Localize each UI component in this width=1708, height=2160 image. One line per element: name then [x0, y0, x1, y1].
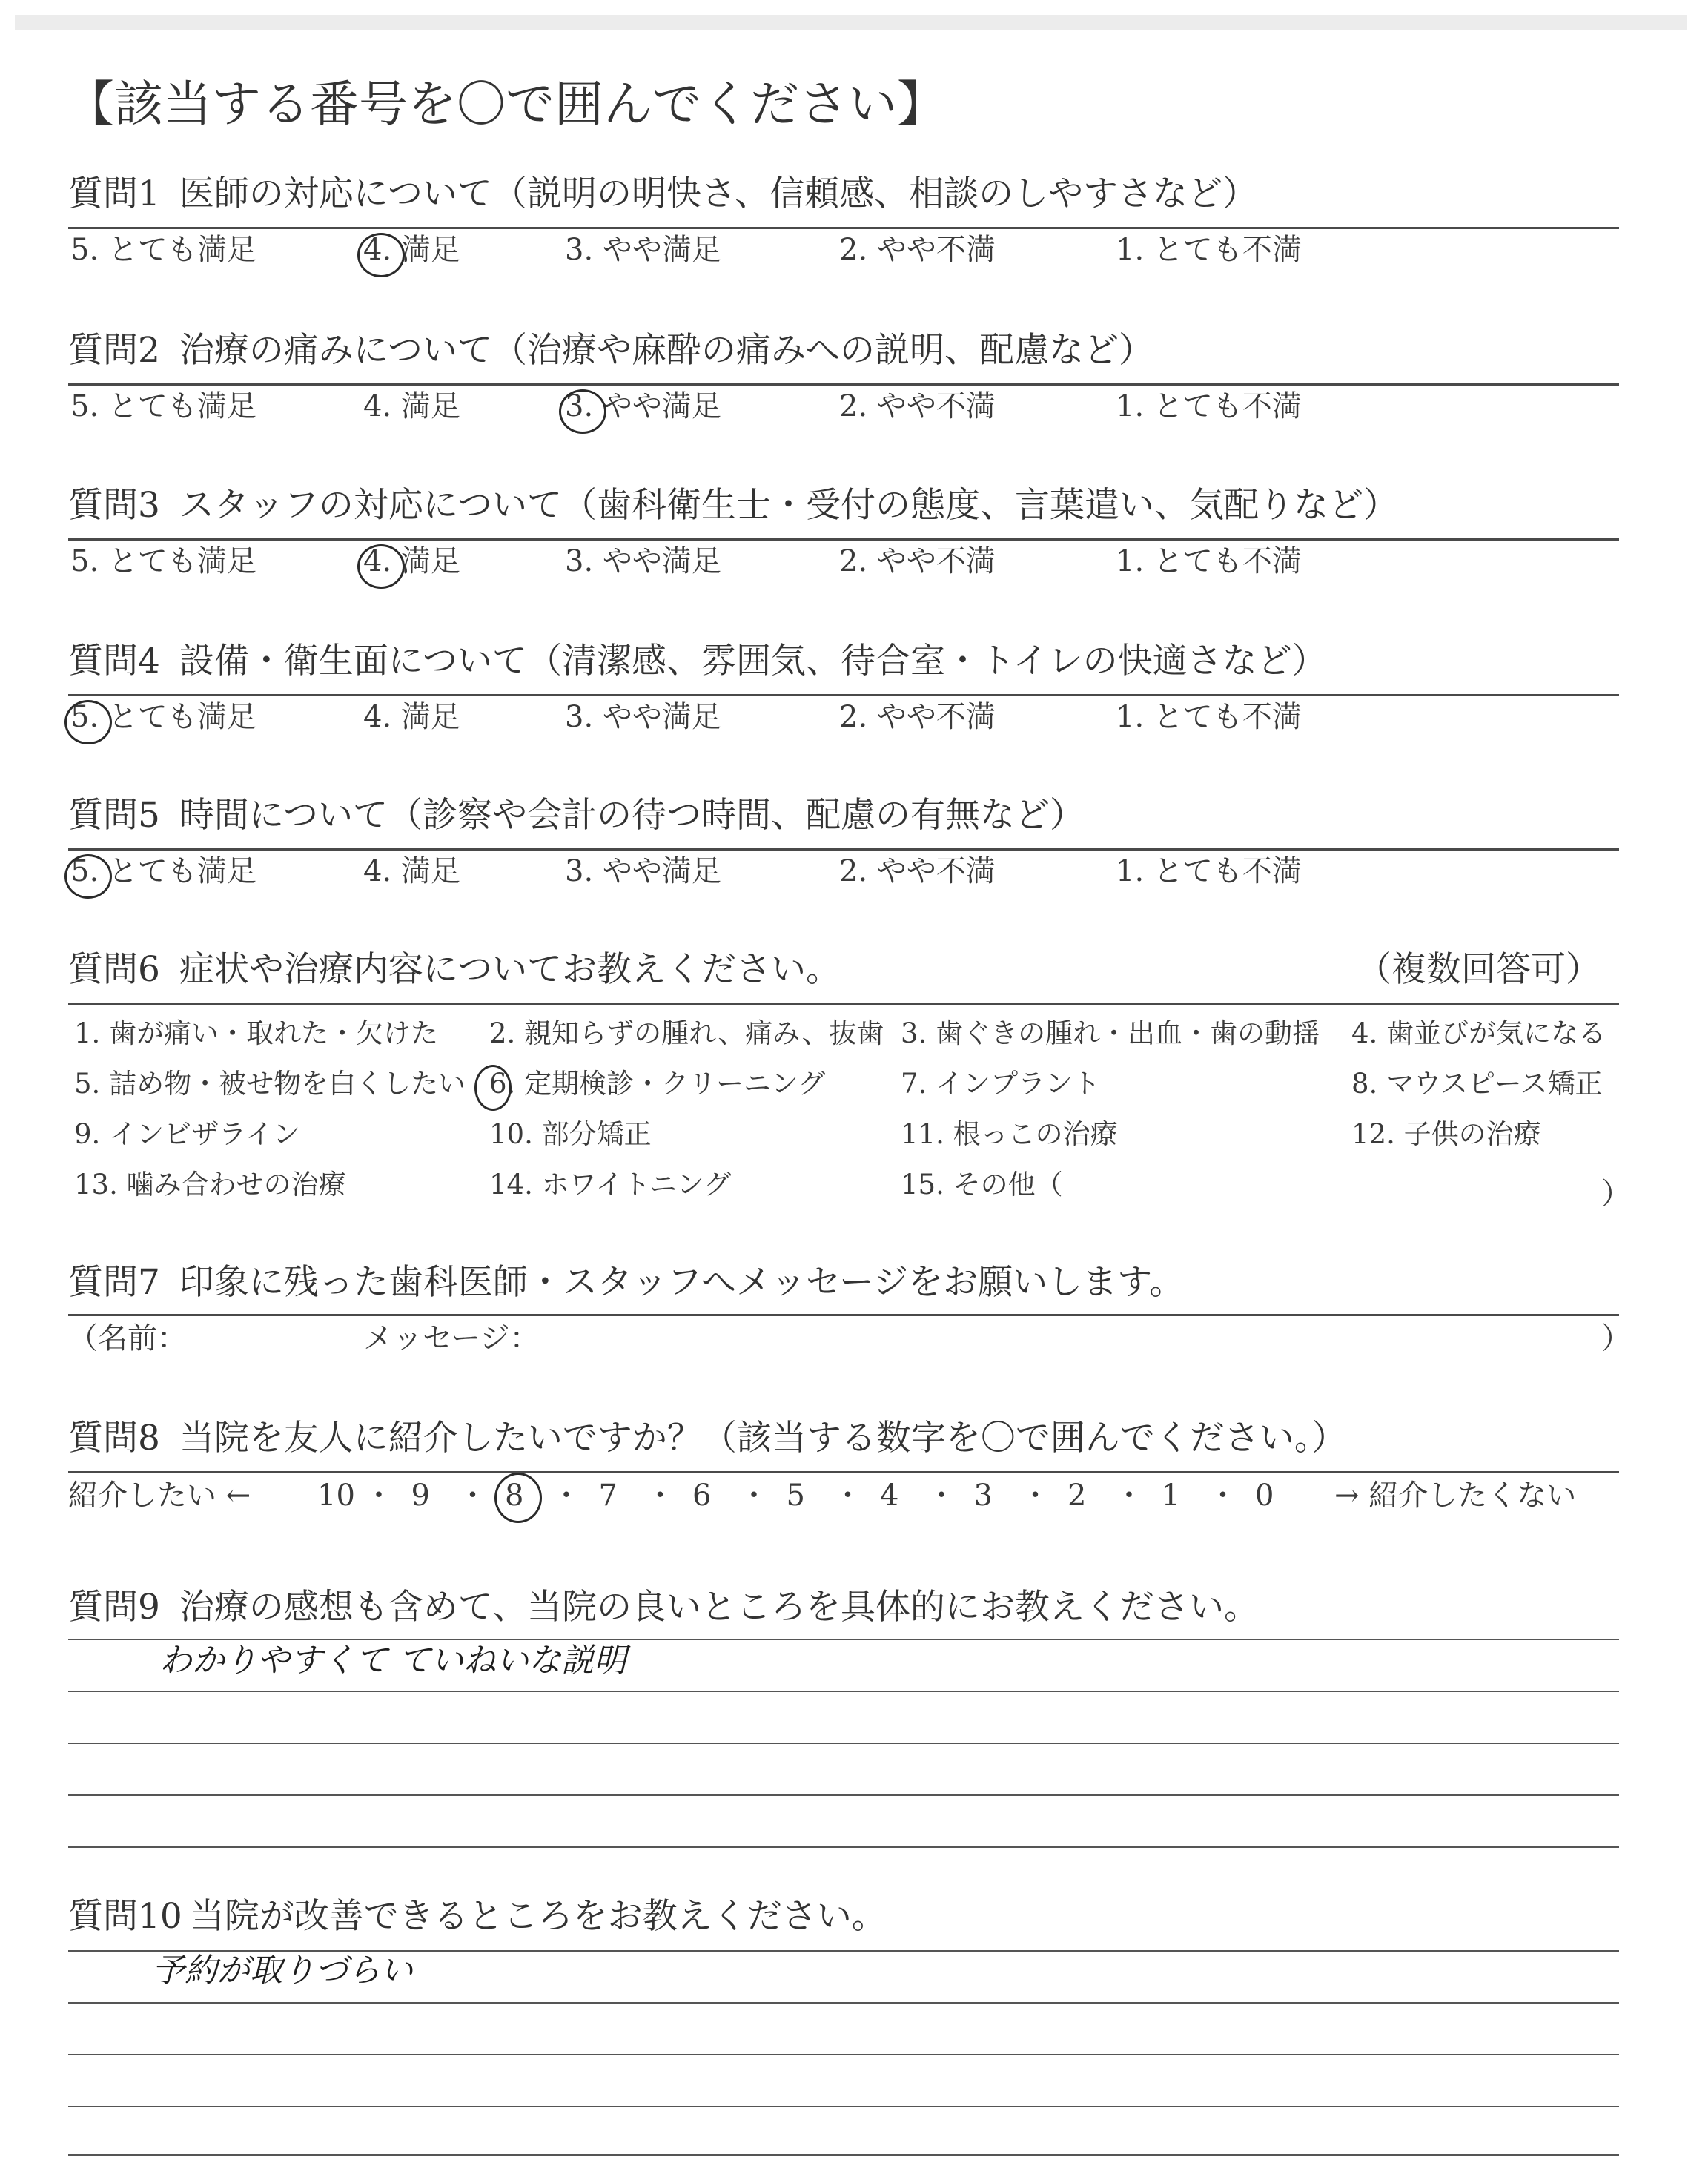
q4-number: 質問4: [68, 641, 160, 681]
q7-heading: [68, 1261, 1184, 1305]
q1-option-1: 1. とても不満: [1116, 233, 1302, 267]
q2-option-5: 5. とても満足: [70, 389, 256, 423]
q10-line-3: [68, 2054, 1619, 2055]
q6-rule: [68, 1003, 1619, 1005]
q6-option-3: 3. 歯ぐきの腫れ・出血・歯の動揺: [901, 1017, 1320, 1049]
q1-option-4: 4. 満足: [363, 233, 460, 267]
q6-option-9: 9. インビザライン: [74, 1118, 300, 1150]
q10-number: 質問10: [68, 1896, 182, 1937]
q8-separator: ・: [1114, 1479, 1144, 1513]
q10-handwritten-answer: 予約が取りづらい: [152, 1952, 413, 1989]
q8-scale-6: 6: [692, 1479, 712, 1513]
q6-selection-circle: [474, 1065, 512, 1111]
q6-option-12: 12. 子供の治療: [1351, 1118, 1541, 1150]
q6-option-5: 5. 詰め物・被せ物を白くしたい: [74, 1068, 466, 1100]
q8-separator: ・: [645, 1479, 675, 1513]
q6-option-2: 2. 親知らずの腫れ、痛み、抜歯: [489, 1017, 884, 1049]
q10-text: 当院が改善できるところをお教えください。: [189, 1896, 887, 1937]
q2-number: 質問2: [68, 330, 160, 371]
q6-option-8: 8. マウスピース矯正: [1351, 1068, 1603, 1100]
q4-text: 設備・衛生面について（清潔感、雰囲気、待合室・トイレの快適さなど）: [179, 641, 1327, 681]
q5-selection-circle: [64, 854, 112, 899]
q8-separator: ・: [1208, 1479, 1238, 1513]
q8-separator: ・: [1020, 1479, 1050, 1513]
q3-rule: [68, 538, 1619, 541]
q8-separator: ・: [552, 1479, 581, 1513]
q4-option-3: 3. やや満足: [565, 700, 721, 734]
q2-option-3: 3. やや満足: [565, 389, 721, 423]
q9-text: 治療の感想も含めて、当院の良いところを具体的にお教えください。: [179, 1587, 1259, 1628]
q3-option-4: 4. 満足: [363, 544, 460, 578]
q6-heading: [68, 948, 841, 992]
q2-option-4: 4. 満足: [363, 389, 460, 423]
q7-message-label: メッセージ：: [363, 1321, 540, 1355]
q3-text: スタッフの対応について（歯科衛生士・受付の態度、言葉遣い、気配りなど）: [179, 485, 1398, 526]
q9-handwritten-answer: わかりやすくて ていねいな説明: [159, 1642, 626, 1680]
q6-option-7: 7. インプラント: [901, 1068, 1101, 1100]
q8-scale-3: 3: [973, 1479, 993, 1513]
q3-selection-circle: [357, 544, 405, 589]
q7-name-label: （名前：: [68, 1321, 187, 1355]
q10-line-5: [68, 2154, 1619, 2156]
q8-scale-8: 8: [505, 1479, 524, 1513]
q10-line-4: [68, 2106, 1619, 2107]
q1-heading: [68, 172, 1257, 217]
q4-option-4: 4. 満足: [363, 700, 460, 734]
q3-heading: [68, 483, 1398, 528]
q8-separator: ・: [927, 1479, 956, 1513]
q1-rule: [68, 227, 1619, 229]
q1-text: 医師の対応について（説明の明快さ、信頼感、相談のしやすさなど）: [179, 174, 1258, 214]
q8-separator: ・: [364, 1479, 394, 1513]
q9-number: 質問9: [68, 1587, 160, 1628]
q9-line-4: [68, 1794, 1619, 1796]
q5-option-2: 2. やや不満: [839, 854, 996, 888]
q5-rule: [68, 848, 1619, 851]
q1-option-3: 3. やや満足: [565, 233, 721, 267]
q2-heading: [68, 328, 1153, 373]
q5-heading: [68, 793, 1085, 838]
q3-number: 質問3: [68, 485, 160, 526]
q5-option-1: 1. とても不満: [1116, 854, 1302, 888]
q4-selection-circle: [64, 700, 112, 744]
q4-rule: [68, 694, 1619, 696]
scan-top-edge: [15, 15, 1687, 30]
q2-option-2: 2. やや不満: [839, 389, 996, 423]
q6-option-6: 6. 定期検診・クリーニング: [489, 1068, 826, 1100]
q7-close-paren: ）: [1601, 1321, 1631, 1355]
q8-selection-circle: [494, 1473, 542, 1523]
q4-option-5: 5. とても満足: [70, 700, 256, 734]
q8-right-label: → 紹介したくない: [1334, 1479, 1577, 1513]
q5-option-4: 4. 満足: [363, 854, 460, 888]
q6-option-14: 14. ホワイトニング: [489, 1169, 732, 1200]
q6-number: 質問6: [68, 949, 160, 990]
q6-option-15: 15. その他（: [901, 1169, 1063, 1200]
q5-text: 時間について（診察や会計の待つ時間、配慮の有無など）: [179, 795, 1085, 836]
q6-option-13: 13. 噛み合わせの治療: [74, 1169, 346, 1200]
q2-rule: [68, 383, 1619, 386]
q3-option-1: 1. とても不満: [1116, 544, 1302, 578]
q1-option-2: 2. やや不満: [839, 233, 996, 267]
q2-selection-circle: [559, 389, 606, 434]
q8-separator: ・: [739, 1479, 769, 1513]
q10-heading: [68, 1895, 887, 1939]
q5-number: 質問5: [68, 795, 160, 836]
q8-rule: [68, 1471, 1619, 1473]
q8-scale-10: 10: [317, 1479, 355, 1513]
q8-scale-0: 0: [1255, 1479, 1274, 1513]
q9-line-5: [68, 1846, 1619, 1848]
q5-option-5: 5. とても満足: [70, 854, 256, 888]
q3-option-2: 2. やや不満: [839, 544, 996, 578]
q8-scale-2: 2: [1068, 1479, 1087, 1513]
q9-heading: [68, 1585, 1259, 1630]
page-title: 【該当する番号を〇で囲んでください】: [65, 76, 946, 133]
q7-number: 質問7: [68, 1262, 160, 1303]
q6-option-10: 10. 部分矯正: [489, 1118, 652, 1150]
q1-selection-circle: [357, 233, 405, 277]
q1-option-5: 5. とても満足: [70, 233, 256, 267]
q6-note: （複数回答可）: [1357, 949, 1601, 990]
q8-heading: [68, 1416, 1346, 1461]
q7-rule: [68, 1314, 1619, 1316]
q9-line-3: [68, 1743, 1619, 1744]
q8-separator: ・: [457, 1479, 488, 1513]
q8-text: 当院を友人に紹介したいですか？（該当する数字を〇で囲んでください。）: [179, 1418, 1347, 1459]
q8-scale-1: 1: [1161, 1479, 1180, 1513]
q8-left-label: 紹介したい ←: [68, 1479, 251, 1513]
q4-heading: [68, 639, 1327, 684]
q6-option-11: 11. 根っこの治療: [901, 1118, 1118, 1150]
q4-option-2: 2. やや不満: [839, 700, 996, 734]
q2-option-1: 1. とても不満: [1116, 389, 1302, 423]
q6-option-1: 1. 歯が痛い・取れた・欠けた: [74, 1017, 439, 1049]
q8-number: 質問8: [68, 1418, 160, 1459]
q9-line-2: [68, 1691, 1619, 1692]
q3-option-5: 5. とても満足: [70, 544, 256, 578]
q1-number: 質問1: [68, 174, 160, 214]
q6-option-4: 4. 歯並びが気になる: [1351, 1017, 1606, 1049]
q8-separator: ・: [833, 1479, 863, 1513]
q8-scale-7: 7: [598, 1479, 618, 1513]
q5-option-3: 3. やや満足: [565, 854, 721, 888]
q8-scale-5: 5: [786, 1479, 805, 1513]
q8-scale-9: 9: [411, 1479, 430, 1513]
q4-option-1: 1. とても不満: [1116, 700, 1302, 734]
q2-text: 治療の痛みについて（治療や麻酔の痛みへの説明、配慮など）: [179, 330, 1154, 371]
q8-scale-4: 4: [880, 1479, 899, 1513]
q10-line-2: [68, 2002, 1619, 2004]
q6-text: 症状や治療内容についてお教えください。: [179, 949, 841, 990]
q3-option-3: 3. やや満足: [565, 544, 721, 578]
q7-text: 印象に残った歯科医師・スタッフへメッセージをお願いします。: [179, 1262, 1185, 1303]
q6-other-close: ）: [1601, 1177, 1631, 1211]
